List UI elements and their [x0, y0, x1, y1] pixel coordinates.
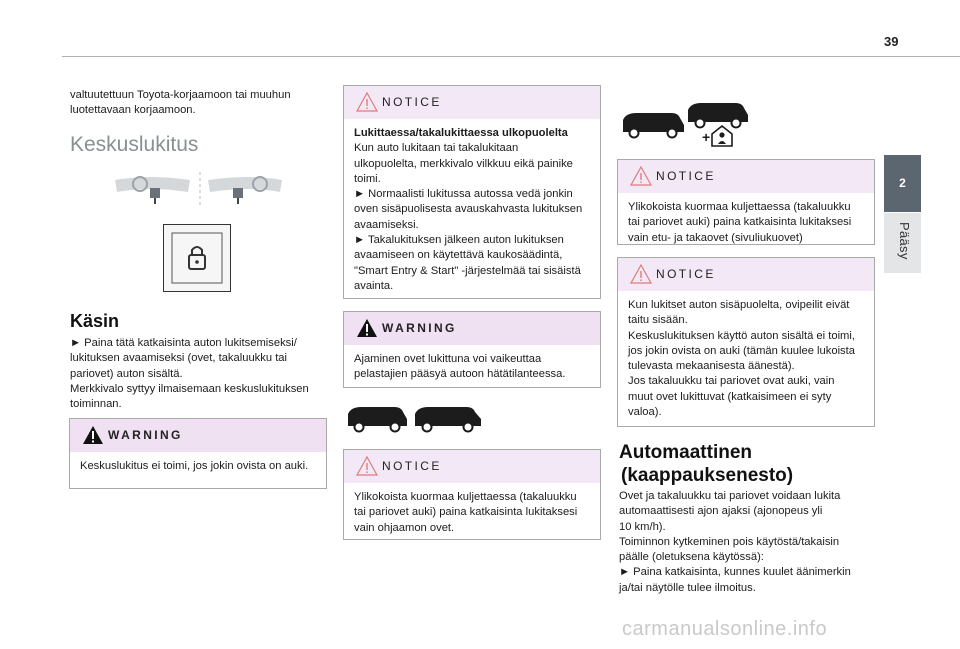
warning-title: WARNING — [108, 428, 183, 442]
section-heading-automatic: Automaattinen (kaappauksenesto) — [619, 442, 794, 486]
notice-box-oversize-cab — [343, 449, 601, 540]
subheading-manual: Käsin — [70, 311, 120, 331]
warning-box-col2 — [343, 311, 601, 388]
notice-title: NOTICE — [656, 169, 716, 183]
van-passenger-silhouettes-icon — [620, 98, 760, 150]
automatic-body: Ovet ja takaluukku tai pariovet voidaan lukita automaattisesti ajon ajaksi (ajonopeus yli 10 km/h). Toiminnon kytkeminen pois käytöstä/takaisin päälle (oletuksena käytössä): ► Paina katkaisinta, kunnes kuulet äänimerkin ja/tai näytölle tulee ilmoitus. — [619, 490, 851, 594]
lock-switch-figure — [163, 224, 231, 292]
notice-triangle-icon — [630, 264, 652, 284]
intro-text: valtuutettuun Toyota-korjaamoon tai muuhun luotettavaan korjaamoon. — [70, 89, 291, 117]
chapter-tab-number[interactable]: 2 — [884, 155, 921, 212]
svg-text:+: + — [702, 129, 711, 145]
header-rule — [62, 56, 960, 57]
van-silhouettes-icon — [345, 402, 495, 434]
notice-box-oversize-sliding — [617, 159, 875, 245]
section-heading-central-locking: Keskuslukitus — [70, 133, 199, 156]
warning-body: Ajaminen ovet lukittuna voi vaikeuttaa pelastajien pääsyä autoon hätätilanteessa. — [354, 353, 566, 381]
notice-triangle-icon — [630, 166, 652, 186]
notice-triangle-icon — [356, 456, 378, 476]
notice-body: Lukittaessa/takalukittaessa ulkopuolelta Kun auto lukitaan tai takalukitaan ulkopuolelta, merkkivalo vilkkuu eikä painike toimi. ► Normaalisti lukitussa autossa vedä jonkin oven sisäpuolisesta avauskahvasta lukituksen avaamiseksi. ► Takalukituksen jälkeen auton lukituksen avaamiseen on käytettävä kaukosäädintä, "Smart Entry & Start" -järjestelmää tai sisäistä avainta. — [354, 127, 583, 292]
notice-body: Ylikokoista kuormaa kuljettaessa (takaluukku tai pariovet auki) paina katkaisinta lukitaksesi vain etu- ja takaovet (sivuliukuovet) — [628, 201, 852, 244]
warning-body: Keskuslukitus ei toimi, jos jokin ovista on auki. — [80, 460, 309, 472]
notice-title: NOTICE — [382, 95, 442, 109]
watermark: carmanualsonline.info — [622, 618, 828, 640]
dashboard-layout-icon — [110, 170, 290, 210]
notice-title: NOTICE — [382, 459, 442, 473]
notice-box-locking-outside — [343, 85, 601, 299]
notice-body: Kun lukitset auton sisäpuolelta, ovipeilit eivät taitu sisään. Keskuslukituksen käyttö auton sisältä ei toimi, jos jokin ovista on auki (tämän kuulee lukoista tulevasta mekaanisesta äänestä). Jos takaluukku tai pariovet ovat auki, vain muut ovet lukittuvat (katkaisimeen ei syty valoa). — [628, 299, 855, 419]
padlock-icon — [164, 225, 230, 291]
page-number: 39 — [884, 34, 899, 49]
warning-title: WARNING — [382, 321, 457, 335]
chapter-tab-label[interactable]: Pääsy — [897, 222, 912, 260]
notice-body: Ylikokoista kuormaa kuljettaessa (takaluukku tai pariovet auki) paina katkaisinta lukitaksesi vain ohjaamon ovet. — [354, 491, 578, 534]
notice-box-locking-inside — [617, 257, 875, 427]
manual-body: ► Paina tätä katkaisinta auton lukitsemiseksi/ lukituksen avaamiseksi (ovet, takaluukku tai pariovet) auton sisältä. Merkkivalo syttyy ilmaisemaan keskuslukituksen toiminnan. — [70, 337, 309, 411]
warning-triangle-icon — [356, 318, 378, 338]
warning-box-col1 — [69, 418, 327, 489]
warning-triangle-icon — [82, 425, 104, 445]
notice-triangle-icon — [356, 92, 378, 112]
notice-title: NOTICE — [656, 267, 716, 281]
